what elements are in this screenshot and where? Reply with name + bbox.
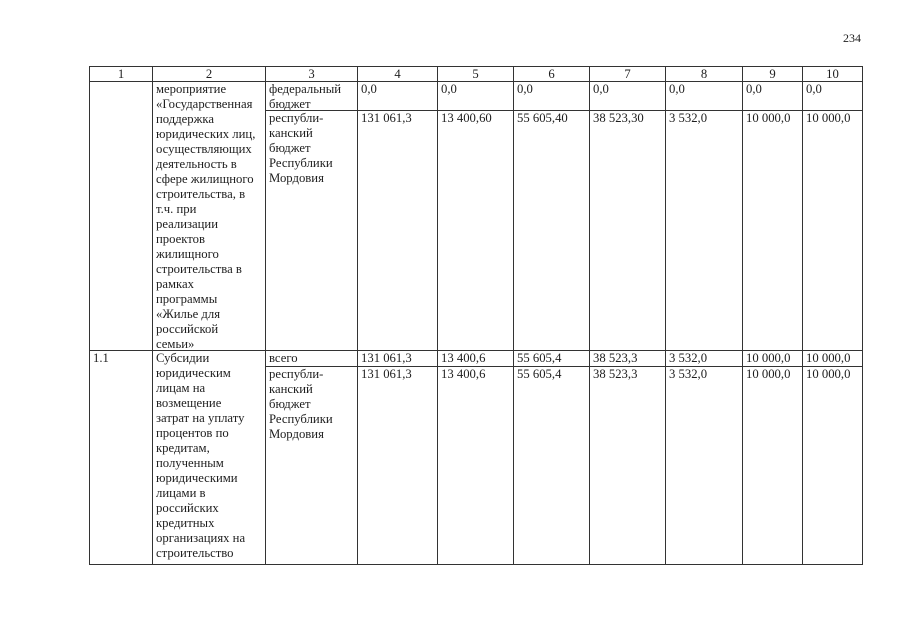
budget-table <box>89 66 863 565</box>
column-header: 2 <box>153 67 266 82</box>
text-line: строительство <box>156 546 234 560</box>
page-number: 234 <box>843 31 861 45</box>
text-line: канский <box>269 126 313 140</box>
amount-cell: 3 532,0 <box>666 367 743 565</box>
amount-cell: 0,0 <box>590 82 666 111</box>
column-header: 5 <box>438 67 514 82</box>
amount-cell: 38 523,30 <box>590 111 666 351</box>
row-number-cell <box>90 82 153 351</box>
amount-cell: 131 061,3 <box>358 367 438 565</box>
text-line: реализации <box>156 217 219 231</box>
activity-name-cell <box>153 82 266 351</box>
text-line: всего <box>269 351 298 365</box>
text-line: республи- <box>269 111 324 125</box>
text-line: сфере жилищного <box>156 172 254 186</box>
text-line: лицами в <box>156 486 206 500</box>
amount-cell: 0,0 <box>438 82 514 111</box>
text-line: юридическим <box>156 366 231 380</box>
text-line: Мордовия <box>269 427 324 441</box>
amount-cell: 0,0 <box>743 82 803 111</box>
amount-cell: 55 605,40 <box>514 111 590 351</box>
text-line: деятельность в <box>156 157 237 171</box>
row-number-cell: 1.1 <box>90 351 153 565</box>
text-line: кредитных <box>156 516 215 530</box>
amount-cell: 38 523,3 <box>590 351 666 367</box>
text-line: процентов по <box>156 426 229 440</box>
amount-cell: 13 400,6 <box>438 351 514 367</box>
amount-cell: 3 532,0 <box>666 111 743 351</box>
column-header: 3 <box>266 67 358 82</box>
text-line: российских <box>156 501 219 515</box>
amount-cell: 10 000,0 <box>803 351 863 367</box>
column-header: 8 <box>666 67 743 82</box>
text-line: бюджет <box>269 97 311 111</box>
column-header: 1 <box>90 67 153 82</box>
text-line: рамках <box>156 277 194 291</box>
text-line: возмещение <box>156 396 222 410</box>
text-line: Мордовия <box>269 171 324 185</box>
text-line: семьи» <box>156 337 195 351</box>
activity-name-cell <box>153 351 266 565</box>
funding-source-cell <box>266 111 358 351</box>
funding-source-cell <box>266 367 358 565</box>
text-line: строительства, в <box>156 187 246 201</box>
amount-cell: 38 523,3 <box>590 367 666 565</box>
amount-cell: 13 400,60 <box>438 111 514 351</box>
amount-cell: 55 605,4 <box>514 367 590 565</box>
amount-cell: 0,0 <box>666 82 743 111</box>
text-line: затрат на уплату <box>156 411 245 425</box>
text-line: юридическими <box>156 471 238 485</box>
text-line: юридических лиц, <box>156 127 256 141</box>
text-line: программы <box>156 292 218 306</box>
column-header: 7 <box>590 67 666 82</box>
text-line: республи- <box>269 367 324 381</box>
text-line: бюджет <box>269 141 311 155</box>
text-line: организациях на <box>156 531 246 545</box>
amount-cell: 0,0 <box>803 82 863 111</box>
amount-cell: 3 532,0 <box>666 351 743 367</box>
column-header: 6 <box>514 67 590 82</box>
text-line: канский <box>269 382 313 396</box>
amount-cell: 10 000,0 <box>803 111 863 351</box>
amount-cell: 10 000,0 <box>743 351 803 367</box>
text-line: «Государственная <box>156 97 253 111</box>
funding-source-cell <box>266 82 358 111</box>
text-line: строительства в <box>156 262 242 276</box>
column-header: 9 <box>743 67 803 82</box>
text-line: поддержка <box>156 112 215 126</box>
text-line: проектов <box>156 232 205 246</box>
text-line: Республики <box>269 412 333 426</box>
text-line: «Жилье для <box>156 307 221 321</box>
amount-cell: 10 000,0 <box>803 367 863 565</box>
text-line: российской <box>156 322 219 336</box>
text-line: кредитам, <box>156 441 210 455</box>
text-line: бюджет <box>269 397 311 411</box>
amount-cell: 55 605,4 <box>514 351 590 367</box>
amount-cell: 10 000,0 <box>743 111 803 351</box>
amount-cell: 13 400,6 <box>438 367 514 565</box>
text-line: федеральный <box>269 82 342 96</box>
amount-cell: 10 000,0 <box>743 367 803 565</box>
text-line: лицам на <box>156 381 206 395</box>
text-line: т.ч. при <box>156 202 197 216</box>
text-line: Субсидии <box>156 351 210 365</box>
text-line: полученным <box>156 456 224 470</box>
amount-cell: 0,0 <box>358 82 438 111</box>
funding-source-cell <box>266 351 358 367</box>
column-header: 4 <box>358 67 438 82</box>
column-header: 10 <box>803 67 863 82</box>
amount-cell: 131 061,3 <box>358 111 438 351</box>
amount-cell: 0,0 <box>514 82 590 111</box>
text-line: жилищного <box>156 247 219 261</box>
amount-cell: 131 061,3 <box>358 351 438 367</box>
text-line: Республики <box>269 156 333 170</box>
text-line: осуществляющих <box>156 142 252 156</box>
text-line: мероприятие <box>156 82 227 96</box>
